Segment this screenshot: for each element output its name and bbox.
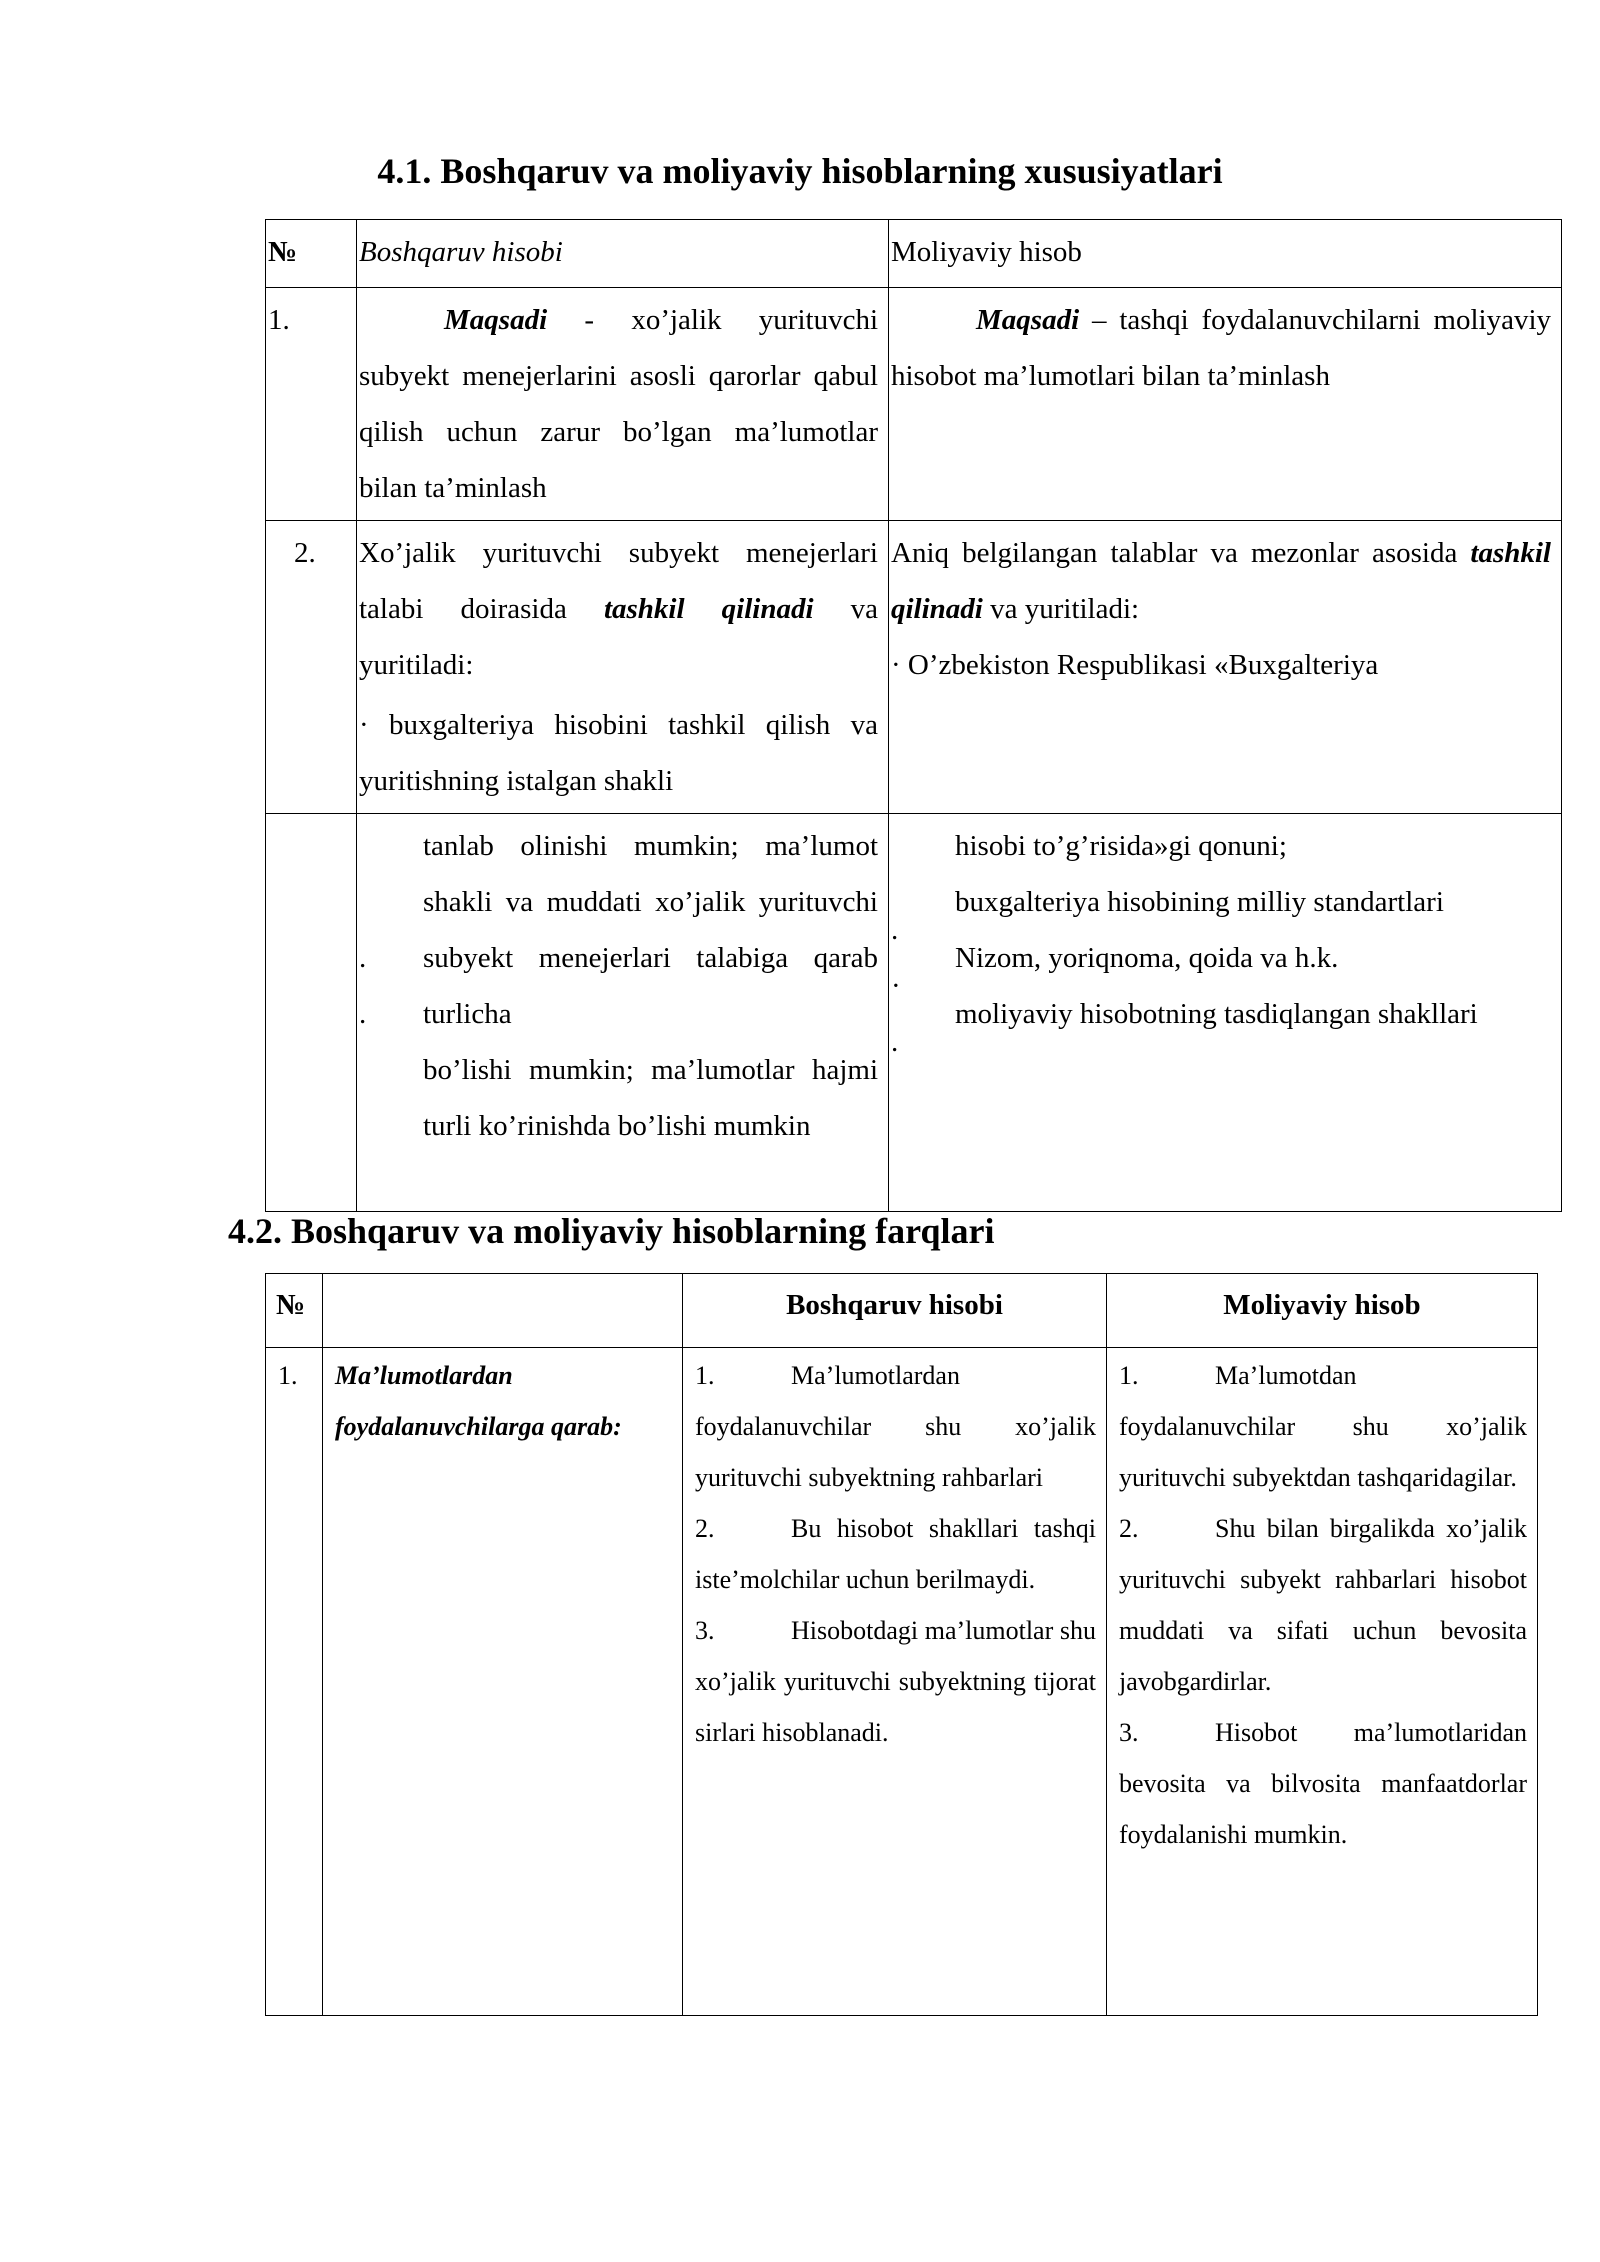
row-3-financial-line-3: Nizom, yoriqnoma, qoida va h.k. xyxy=(955,942,1339,974)
table-header-row xyxy=(266,1274,1538,1348)
table-row xyxy=(266,521,1562,814)
row-2-management: Xo’jalik yurituvchi subyekt menejerlari talabi doirasida tashkil qilinadi va yuritiladi: · buxgalteriya hisobini tashkil qilish va yuritishning istalgan shakli xyxy=(357,521,889,814)
row-1-criterion: Ma’lumotlardan foydalanuvchilarga qarab: xyxy=(323,1348,683,2016)
row-1-num: 1. xyxy=(266,288,357,521)
row-3-financial-line-4: moliyaviy hisobotning tasdiqlangan shakllari xyxy=(955,998,1478,1030)
table-row xyxy=(266,1348,1538,2016)
characteristics-table xyxy=(265,219,1562,1212)
row-2-management-bullet: · buxgalteriya hisobini tashkil qilish va yuritishning istalgan shakli xyxy=(359,709,878,797)
header-num: № xyxy=(266,1274,323,1348)
row-1-financial: Maqsadi – tashqi foydalanuvchilarni moliyaviy hisobot ma’lumotlari bilan ta’minlash xyxy=(889,288,1562,521)
row-1-num: 1. xyxy=(266,1348,323,2016)
row-1-management xyxy=(683,1348,1107,2016)
row-2-financial: Aniq belgilangan talablar va mezonlar asosida tashkil qilinadi va yuritiladi: · O’zbekiston Respublikasi «Buxgalteriya xyxy=(889,521,1562,814)
row-2-num: 2. xyxy=(266,521,357,814)
header-financial: Moliyaviy hisob xyxy=(1107,1274,1538,1348)
header-num: № xyxy=(266,220,357,288)
row-1-management: Maqsadi - xo’jalik yurituvchi subyekt menejerlarini asosli qarorlar qabul qilish uchun zarur bo’lgan ma’lumotlar bilan ta’minlash xyxy=(357,288,889,521)
list-item: 1. Ma’lumotlardan foydalanuvchilar shu xo’jalik yurituvchi subyektning rahbarlari xyxy=(695,1361,1096,1492)
row-3-num xyxy=(266,814,357,1212)
header-management: Boshqaruv hisobi xyxy=(683,1274,1107,1348)
header-criterion xyxy=(323,1274,683,1348)
header-management: Boshqaruv hisobi xyxy=(357,220,889,288)
header-financial: Moliyaviy hisob xyxy=(889,220,1562,288)
list-item: 1. Ma’lumotdan foydalanuvchilar shu xo’jalik yurituvchi subyektdan tashqaridagilar. xyxy=(1119,1361,1527,1492)
list-item: 2. Bu hisobot shakllari tashqi iste’molchilar uchun berilmaydi. xyxy=(695,1514,1096,1594)
row-3-management-text-1: tanlab olinishi mumkin; ma’lumot shakli va muddati xo’jalik yurituvchi subyekt menejerlari talabiga qarab turlicha xyxy=(423,830,878,1030)
list-item: 3. Hisobotdagi ma’lumotlar shu xo’jalik yurituvchi subyektning tijorat sirlari hisoblanadi. xyxy=(695,1616,1096,1747)
differences-table xyxy=(265,1273,1538,2016)
row-3-financial-line-2: buxgalteriya hisobining milliy standartlari xyxy=(955,886,1444,918)
row-3-management: . . tanlab olinishi mumkin; ma’lumot shakli va muddati xo’jalik yurituvchi subyekt menejerlari talabiga qarab turlicha bo’lishi mumkin; ma’lumotlar hajmi turli ko’rinishda bo’lishi mumkin xyxy=(357,814,889,1212)
row-3-financial-line-1: hisobi to’g’risida»gi qonuni; xyxy=(955,830,1287,862)
list-item: 2. Shu bilan birgalikda xo’jalik yurituvchi subyekt rahbarlari hisobot muddati va sifati uchun bevosita javobgardirlar. xyxy=(1119,1514,1527,1696)
row-1-financial xyxy=(1107,1348,1538,2016)
row-2-financial-bullet: · O’zbekiston Respublikasi «Buxgalteriya xyxy=(891,649,1379,681)
row-3-financial: . · . hisobi to’g’risida»gi qonuni; buxgalteriya hisobining milliy standartlari Nizom, yoriqnoma, qoida va h.k. moliyaviy hisobotning tasdiqlangan shakllari xyxy=(889,814,1562,1212)
section-2-title: 4.2. Boshqaruv va moliyaviy hisoblarning farqlari xyxy=(228,1211,995,1251)
table-row xyxy=(266,288,1562,521)
row-3-management-text-2: bo’lishi mumkin; ma’lumotlar hajmi turli ko’rinishda bo’lishi mumkin xyxy=(423,1054,878,1142)
table-header-row xyxy=(266,220,1562,288)
section-1-title: 4.1. Boshqaruv va moliyaviy hisoblarning xususiyatlari xyxy=(377,151,1223,191)
table-row xyxy=(266,814,1562,1212)
list-item: 3. Hisobot ma’lumotlaridan bevosita va bilvosita manfaatdorlar foydalanishi mumkin. xyxy=(1119,1718,1527,1849)
